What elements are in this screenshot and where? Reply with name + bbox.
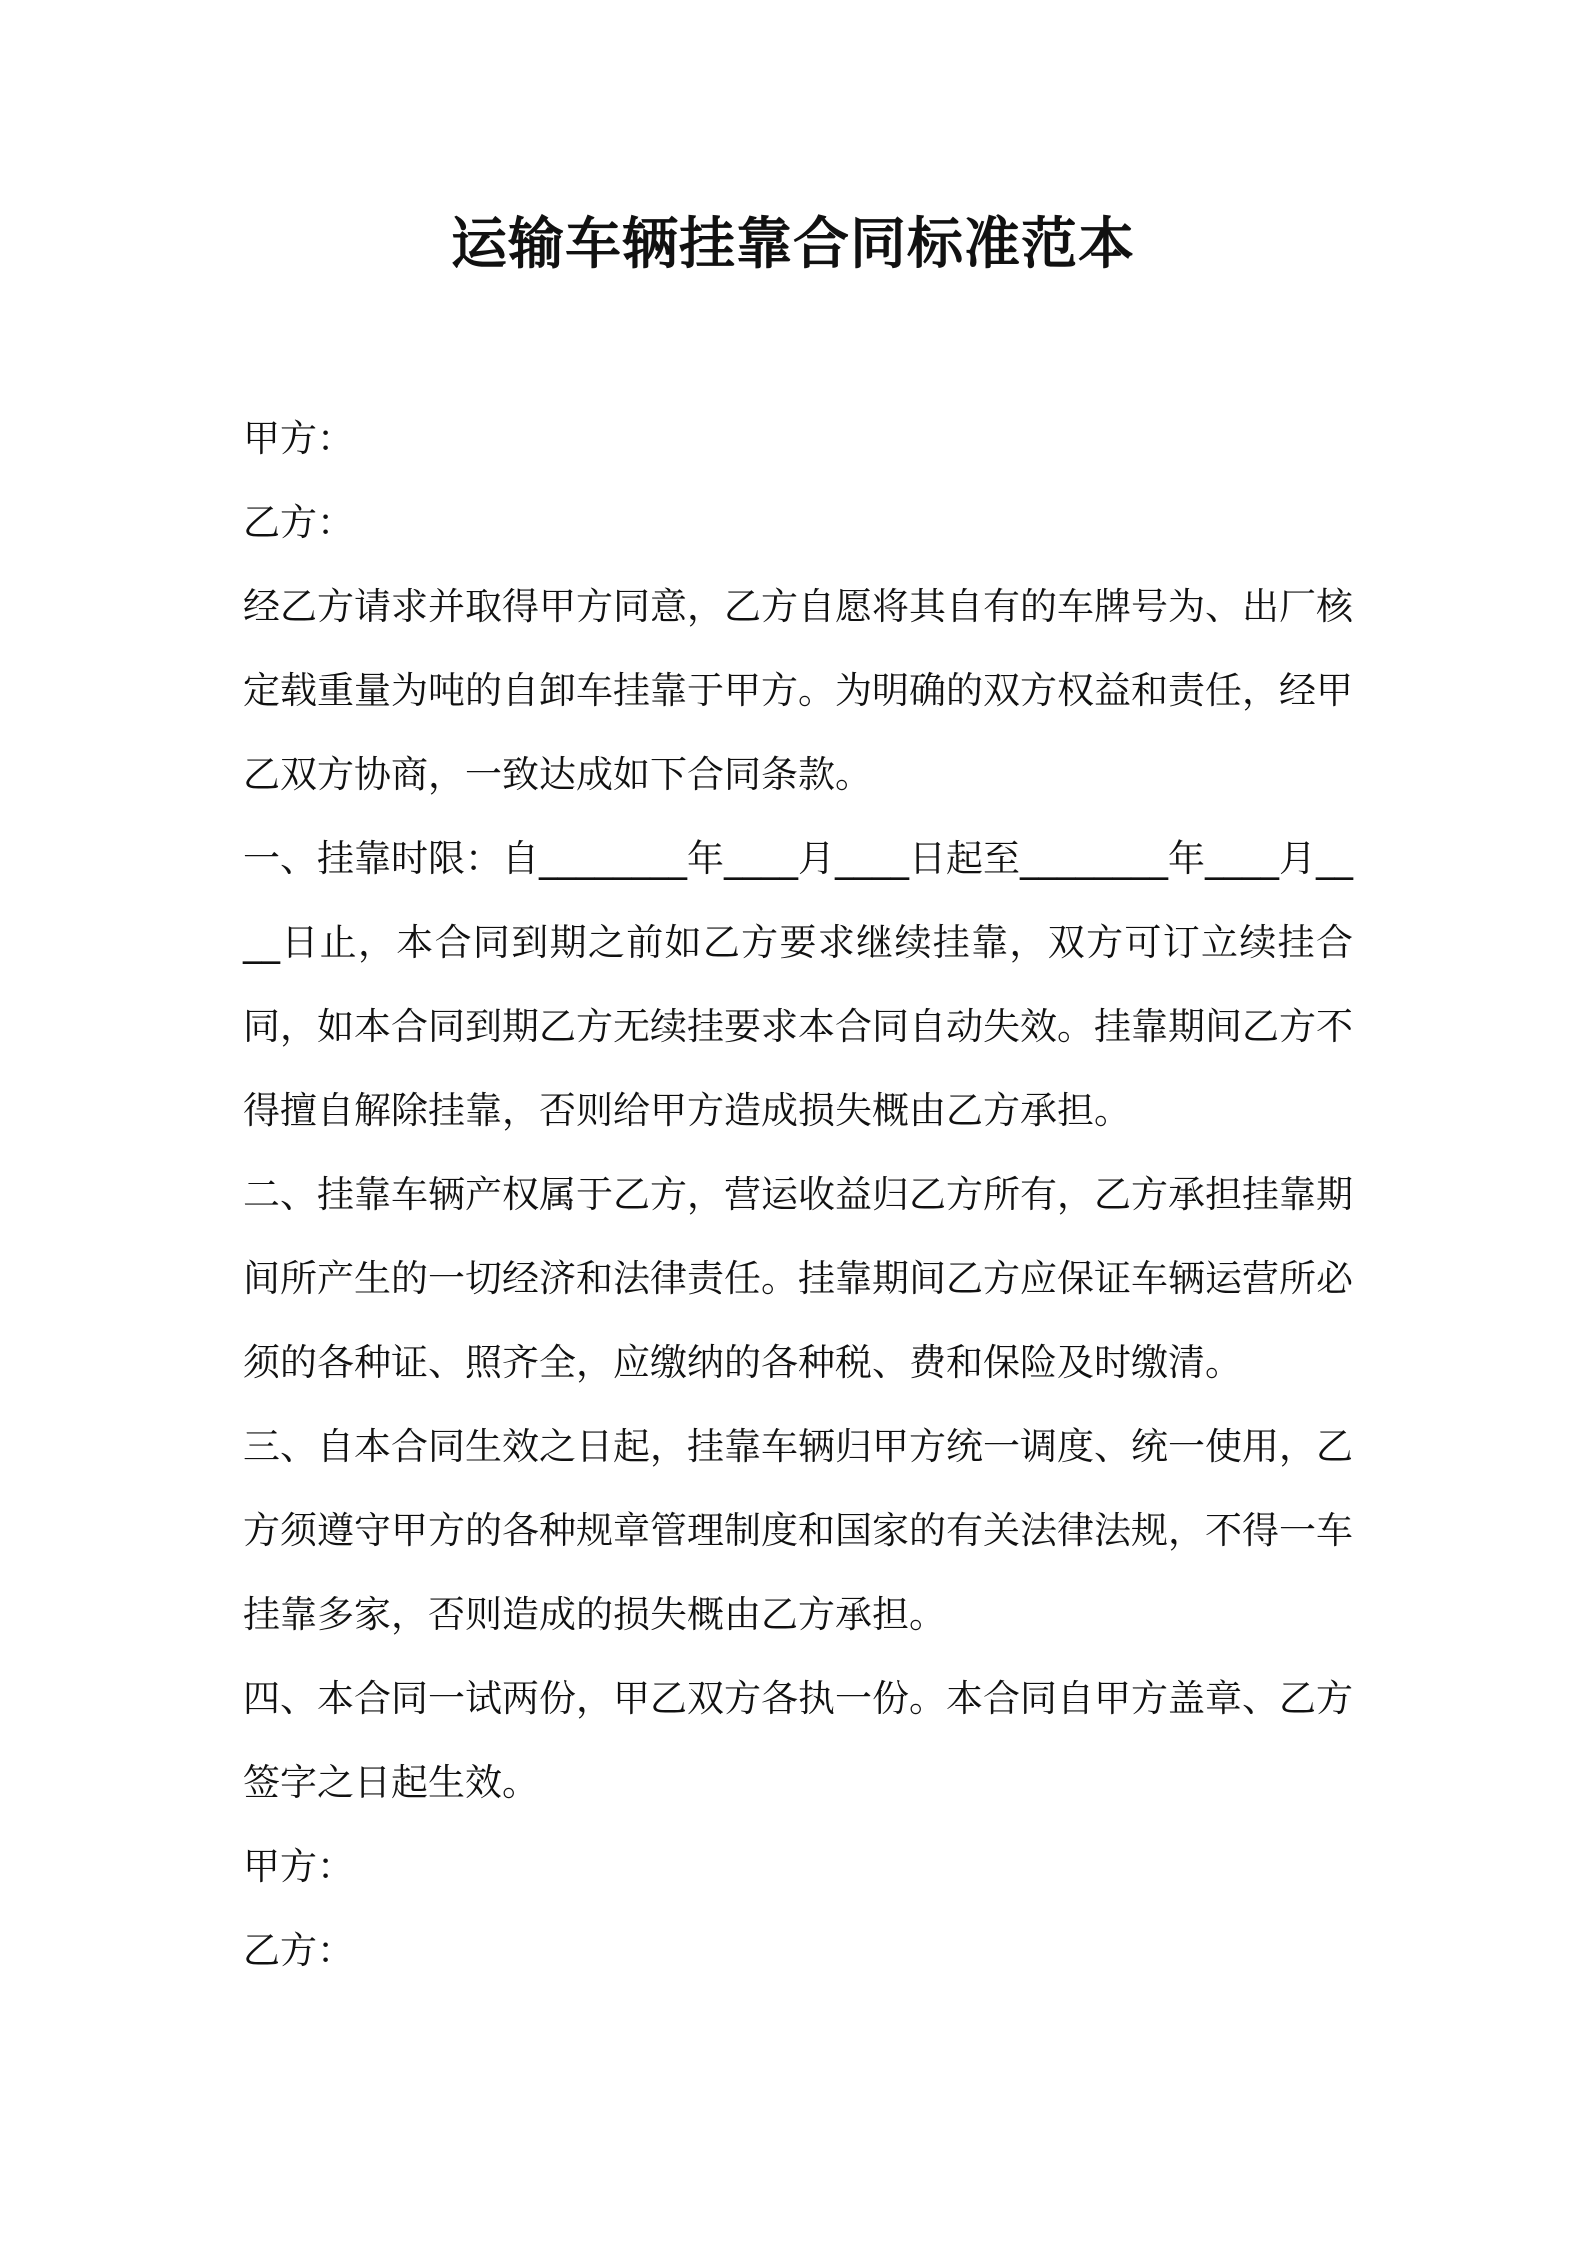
party-a-label-top: 甲方： <box>243 417 354 460</box>
document-body <box>243 397 1353 1993</box>
clause-1-paragraph: 一、挂靠时限：自________年____月____日起至________年____月____日止，本合同到期之前如乙方要求继续挂靠，双方可订立续挂合同，如本合同到期乙方无续挂要求本合同自动失效。挂靠期间乙方不得擅自解除挂靠，否则给甲方造成损失概由乙方承担。 <box>243 837 1353 1132</box>
intro-paragraph: 经乙方请求并取得甲方同意，乙方自愿将其自有的车牌号为、出厂核定载重量为吨的自卸车挂靠于甲方。为明确的双方权益和责任，经甲乙双方协商，一致达成如下合同条款。 <box>243 585 1353 796</box>
clause-2-paragraph: 二、挂靠车辆产权属于乙方，营运收益归乙方所有，乙方承担挂靠期间所产生的一切经济和法律责任。挂靠期间乙方应保证车辆运营所必须的各种证、照齐全，应缴纳的各种税、费和保险及时缴清。 <box>243 1173 1353 1384</box>
clause-4-paragraph: 四、本合同一试两份，甲乙双方各执一份。本合同自甲方盖章、乙方签字之日起生效。 <box>243 1677 1353 1804</box>
party-b-label-top: 乙方： <box>243 501 354 544</box>
party-a-label-bottom: 甲方： <box>243 1845 354 1888</box>
clause-3-paragraph: 三、自本合同生效之日起，挂靠车辆归甲方统一调度、统一使用，乙方须遵守甲方的各种规章管理制度和国家的有关法律法规，不得一车挂靠多家，否则造成的损失概由乙方承担。 <box>243 1425 1353 1636</box>
document-title: 运输车辆挂靠合同标准范本 <box>451 212 1135 277</box>
party-b-label-bottom: 乙方： <box>243 1929 354 1972</box>
